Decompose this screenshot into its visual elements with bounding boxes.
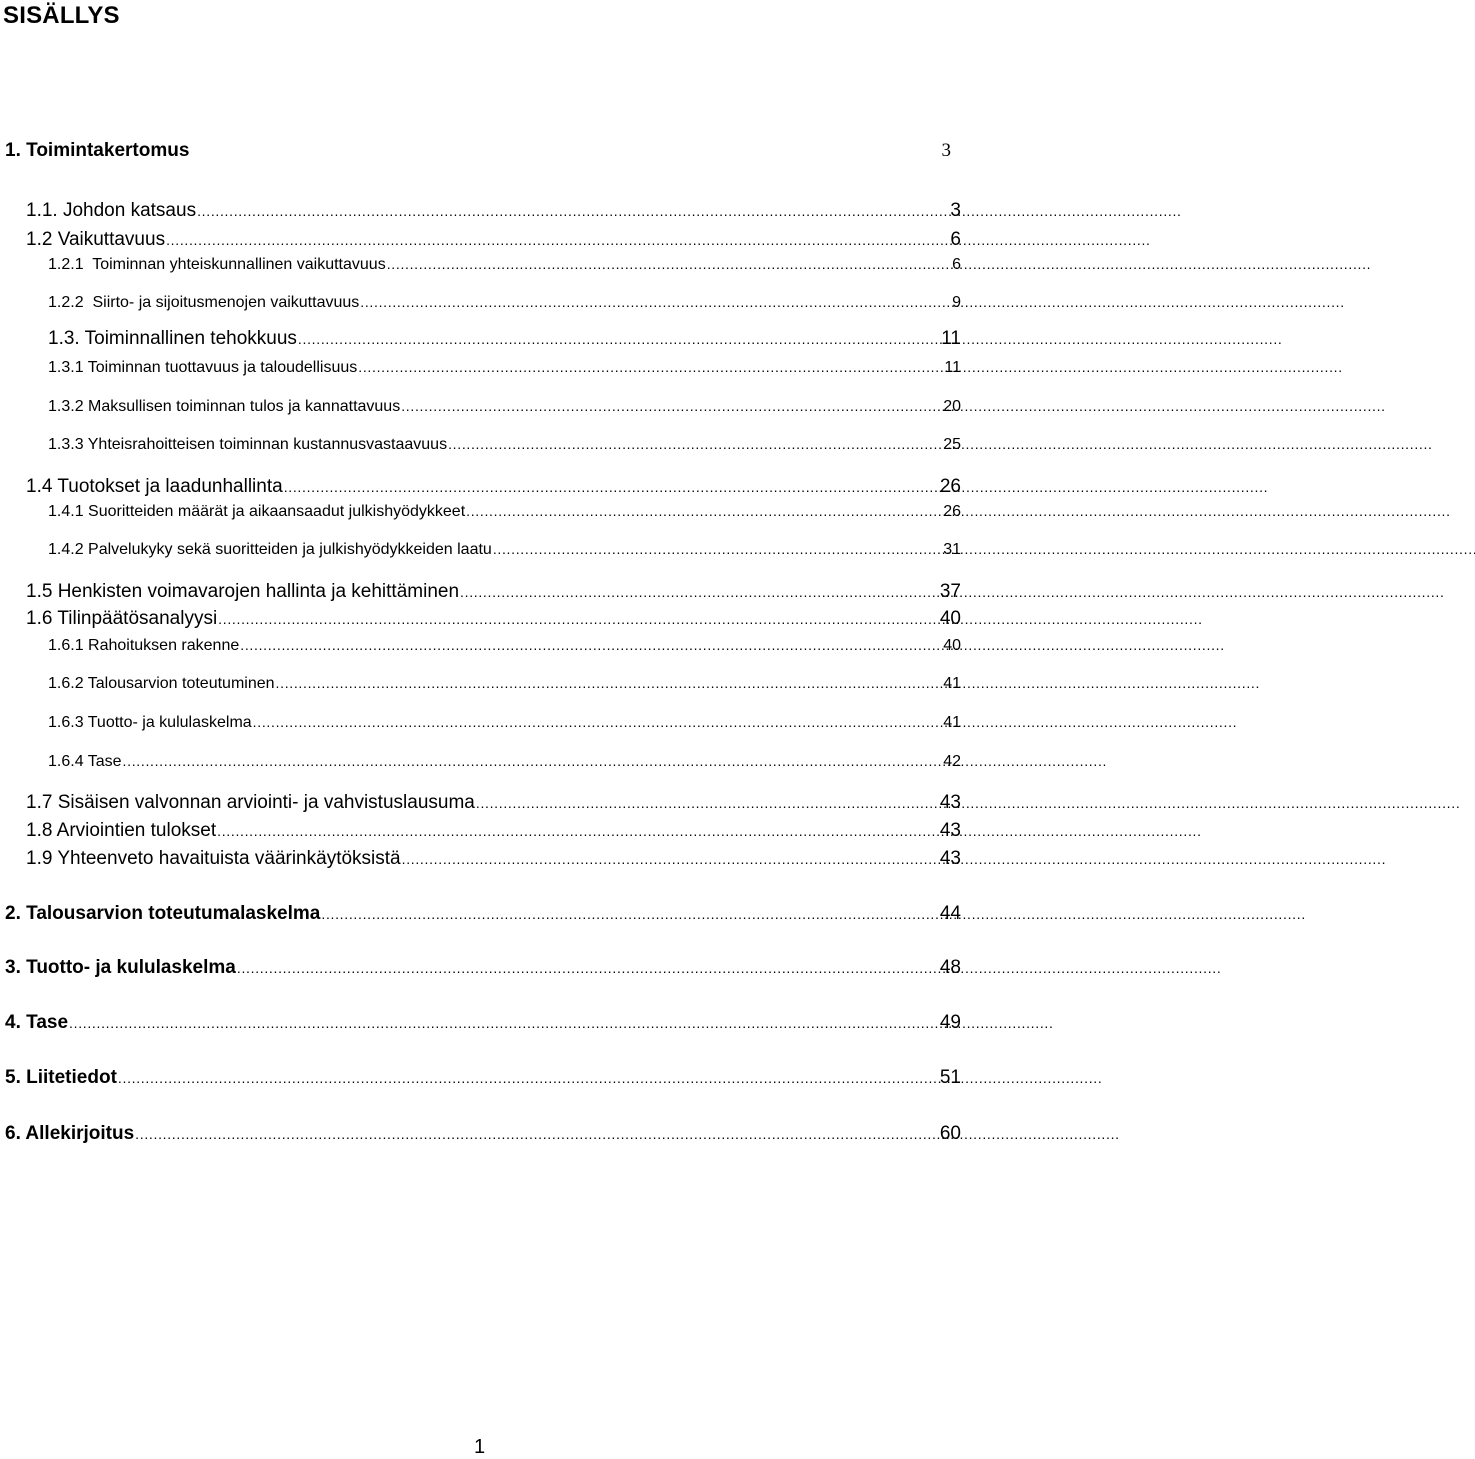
- toc-entry-label: 1.6.1 Rahoituksen rakenne: [48, 637, 240, 654]
- toc-entry-page: 26: [943, 503, 961, 520]
- toc-dot-leader: [358, 360, 943, 374]
- toc-dot-leader: [69, 1016, 939, 1030]
- toc-entry-label: 1.6 Tilinpäätösanalyysi: [26, 608, 218, 629]
- footer-page-number: 1: [474, 1436, 486, 1458]
- toc-entry-page: 31: [943, 541, 961, 558]
- toc-entry-page: 37: [939, 581, 961, 602]
- toc-entry[interactable]: [48, 715, 961, 731]
- toc-entry-label: 5. Liitetiedot: [5, 1067, 117, 1088]
- toc-entry-page: 43: [939, 848, 961, 869]
- toc-dot-leader: [466, 504, 942, 518]
- toc-entry[interactable]: [48, 257, 961, 273]
- toc-entry[interactable]: [26, 849, 961, 868]
- toc-dot-leader: [321, 907, 939, 921]
- toc-dot-leader: [476, 796, 939, 810]
- toc-entry-label: 1.2.1 Toiminnan yhteiskunnallinen vaikuttavuus: [48, 256, 386, 273]
- toc-dot-leader: [135, 1127, 939, 1141]
- toc-entry[interactable]: [5, 1068, 961, 1087]
- toc-entry-label: 1.4 Tuotokset ja laadunhallinta: [26, 476, 283, 497]
- toc-entry-label: 1. Toimintakertomus: [5, 140, 190, 161]
- toc-entry-label: 1.4.1 Suoritteiden määrät ja aikaansaadut julkishyödykkeet: [48, 503, 466, 520]
- toc-entry[interactable]: [26, 609, 961, 628]
- toc-dot-leader: [217, 824, 939, 838]
- toc-entry-page: 3: [941, 140, 951, 161]
- toc-entry[interactable]: [26, 821, 961, 840]
- toc-entry-page: 40: [939, 608, 961, 629]
- toc-entry-page: 51: [939, 1067, 961, 1088]
- toc-entry-label: 1.3.2 Maksullisen toiminnan tulos ja kannattavuus: [48, 398, 401, 415]
- toc-entry-page: 11: [944, 359, 961, 376]
- toc-entry-page: 60: [939, 1123, 961, 1144]
- toc-entry-label: 1.1. Johdon katsaus: [26, 200, 197, 221]
- toc-entry-label: 1.6.2 Talousarvion toteutuminen: [48, 675, 275, 692]
- toc-entry-page: 40: [943, 637, 961, 654]
- toc-entry[interactable]: [48, 542, 961, 558]
- toc-entry-page: 41: [943, 714, 961, 731]
- toc-entry-label: 1.3. Toiminnallinen tehokkuus: [48, 328, 297, 349]
- toc-entry-label: 1.3.1 Toiminnan tuottavuus ja taloudellisuus: [48, 359, 358, 376]
- page-title: SISÄLLYS: [3, 2, 120, 29]
- toc-entry[interactable]: [5, 141, 951, 160]
- toc-entry-label: 1.2 Vaikuttavuus: [26, 229, 166, 250]
- toc-entry[interactable]: [5, 1124, 961, 1143]
- toc-entry[interactable]: [48, 360, 961, 376]
- toc-entry-page: 42: [943, 753, 961, 770]
- toc-entry-page: 11: [941, 328, 961, 349]
- toc-entry[interactable]: [48, 329, 961, 348]
- toc-entry-page: 44: [939, 903, 961, 924]
- toc-entry-page: 25: [943, 436, 961, 453]
- toc-entry[interactable]: [48, 504, 961, 520]
- toc-dot-leader: [197, 204, 949, 218]
- toc-dot-leader: [237, 961, 939, 975]
- toc-dot-leader: [387, 257, 951, 271]
- toc-entry-page: 20: [943, 398, 961, 415]
- toc-dot-leader: [298, 332, 940, 346]
- toc-dot-leader: [460, 585, 939, 599]
- toc-entry[interactable]: [48, 437, 961, 453]
- toc-entry-page: 41: [943, 675, 961, 692]
- toc-entry[interactable]: [26, 477, 961, 496]
- toc-entry[interactable]: [48, 754, 961, 770]
- toc-entry[interactable]: [48, 399, 961, 415]
- toc-entry[interactable]: [26, 582, 961, 601]
- toc-entry[interactable]: [26, 201, 961, 220]
- toc-entry-label: 3. Tuotto- ja kululaskelma: [5, 957, 236, 978]
- toc-dot-leader: [166, 233, 949, 247]
- toc-entry-page: 49: [939, 1012, 961, 1033]
- toc-entry[interactable]: [26, 230, 961, 249]
- toc-entry[interactable]: [26, 793, 961, 812]
- toc-entry-label: 1.7 Sisäisen valvonnan arviointi- ja vahvistuslausuma: [26, 792, 475, 813]
- toc-dot-leader: [284, 480, 939, 494]
- toc-entry-page: 3: [950, 200, 961, 221]
- toc-entry-label: 2. Talousarvion toteutumalaskelma: [5, 903, 321, 924]
- toc-entry-page: 6: [950, 229, 961, 250]
- toc-entry[interactable]: [48, 676, 961, 692]
- toc-entry-label: 1.3.3 Yhteisrahoitteisen toiminnan kustannusvastaavuus: [48, 436, 448, 453]
- toc-entry-label: 6. Allekirjoitus: [5, 1123, 135, 1144]
- toc-entry-label: 1.6.3 Tuotto- ja kululaskelma: [48, 714, 252, 731]
- toc-entry-page: 43: [939, 792, 961, 813]
- toc-entry-label: 1.2.2 Siirto- ja sijoitusmenojen vaikuttavuus: [48, 294, 360, 311]
- toc-dot-leader: [360, 295, 951, 309]
- toc-entry-page: 6: [952, 256, 961, 273]
- toc-entry[interactable]: [48, 295, 961, 311]
- toc-entry-page: 26: [939, 476, 961, 497]
- toc-dot-leader: [402, 852, 939, 866]
- toc-entry[interactable]: [5, 1013, 961, 1032]
- toc-dot-leader: [493, 542, 942, 556]
- toc-entry-label: 1.8 Arviointien tulokset: [26, 820, 217, 841]
- toc-entry-page: 43: [939, 820, 961, 841]
- toc-dot-leader: [448, 437, 942, 451]
- toc-dot-leader: [218, 612, 939, 626]
- toc-entry[interactable]: [5, 958, 961, 977]
- toc-entry-page: 9: [952, 294, 961, 311]
- toc-entry-page: 48: [939, 957, 961, 978]
- toc-dot-leader: [401, 399, 942, 413]
- toc-entry[interactable]: [48, 638, 961, 654]
- toc-dot-leader: [118, 1071, 939, 1085]
- toc-entry-label: 1.9 Yhteenveto havaituista väärinkäytöksistä: [26, 848, 401, 869]
- toc-entry-label: 1.5 Henkisten voimavarojen hallinta ja kehittäminen: [26, 581, 460, 602]
- toc-dot-leader: [253, 715, 943, 729]
- toc-entry-label: 4. Tase: [5, 1012, 69, 1033]
- toc-entry-label: 1.6.4 Tase: [48, 753, 122, 770]
- toc-dot-leader: [240, 638, 942, 652]
- toc-dot-leader: [276, 676, 943, 690]
- toc-dot-leader: [123, 754, 943, 768]
- toc-entry[interactable]: [5, 904, 961, 923]
- toc-entry-label: 1.4.2 Palvelukyky sekä suoritteiden ja julkishyödykkeiden laatu: [48, 541, 492, 558]
